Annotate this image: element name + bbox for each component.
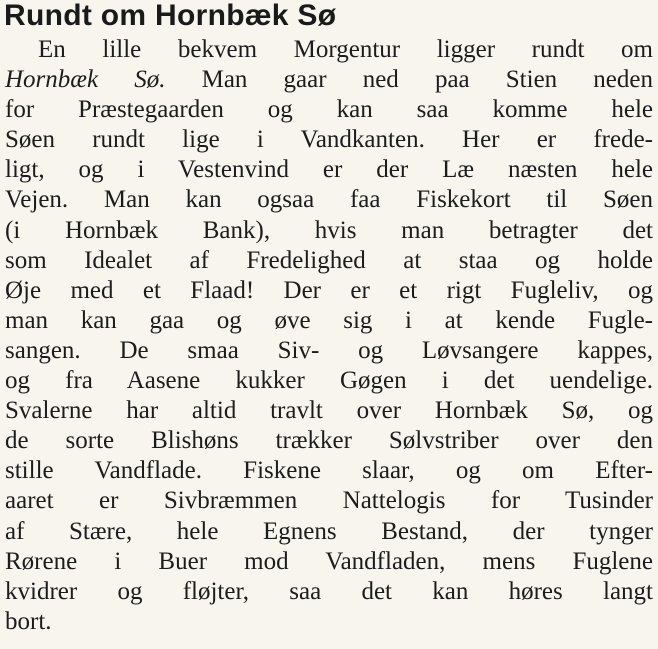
text-line: og fra Aasene kukker Gøgen i det uendelige.: [5, 367, 653, 395]
text-line: Rørene i Buer mod Vandfladen, mens Fuglene: [5, 547, 653, 575]
text-line: Svalerne har altid travlt over Hornbæk Sø, og: [5, 397, 653, 425]
text-line: af Stære, hele Egnens Bestand, der tynger: [5, 517, 653, 545]
text-line: for Præstegaarden og kan saa komme hele: [5, 96, 653, 124]
text-line: kvidrer og fløjter, saa det kan høres langt: [5, 577, 653, 605]
text-line: ligt, og i Vestenvind er der Læ næsten hele: [5, 156, 653, 184]
place-name-italic: Hornbæk Sø.: [5, 66, 166, 94]
text-line: bort.: [5, 607, 52, 635]
text-line: man kan gaa og øve sig i at kende Fugle-: [5, 306, 653, 334]
text-line: Vejen. Man kan ogsaa faa Fiskekort til Søen: [5, 186, 653, 214]
article-body: [5, 35, 653, 637]
text-line: sangen. De smaa Siv- og Løvsangere kappes,: [5, 336, 653, 364]
text-line: Søen rundt lige i Vandkanten. Her er frede-: [5, 126, 653, 154]
text-line: aaret er Sivbræmmen Nattelogis for Tusinder: [5, 487, 653, 515]
text-line: Hornbæk Sø. Man gaar ned paa Stien neden: [5, 66, 653, 94]
text-line: de sorte Blishøns trækker Sølvstriber over den: [5, 427, 653, 455]
text-line: stille Vandflade. Fiskene slaar, og om Efter-: [5, 457, 653, 485]
text-line: som Idealet af Fredelighed at staa og holde: [5, 246, 653, 274]
article-title: Rundt om Hornbæk Sø: [4, 0, 337, 32]
text-line: Øje med et Flaad! Der er et rigt Fugleliv, og: [5, 276, 653, 304]
text-line: (i Hornbæk Bank), hvis man betragter det: [5, 216, 653, 244]
text-line: En lille bekvem Morgentur ligger rundt om: [38, 36, 653, 63]
